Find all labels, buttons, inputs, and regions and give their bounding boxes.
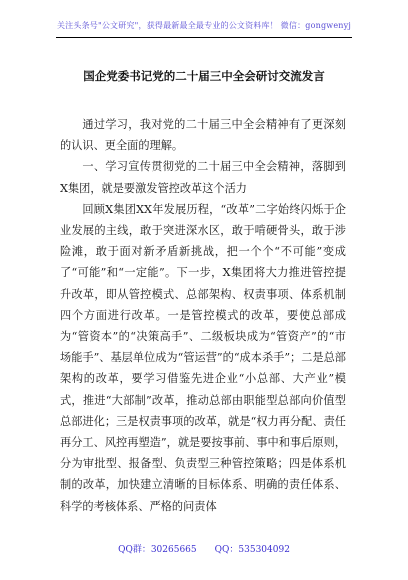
page-footer: QQ群：30265665 QQ：535304092 — [118, 545, 290, 555]
header-divider — [56, 37, 352, 38]
paragraph-section-heading: 一、学习宣传贯彻党的二十届三中全会精神，落脚到X集团，就是要激发管控改革这个活力 — [60, 160, 346, 195]
document-title: 国企党委书记党的二十届三中全会研讨交流发言 — [83, 69, 325, 83]
page-header: 关注头条号"公文研究"，获得最新最全最专业的公文资料库！ 微信：gongwenyj — [56, 21, 352, 30]
paragraph-reform-detail: 回顾X集团XX年发展历程，“改革”二字始终闪烁于企业发展的主线，敢于突进深水区，敢于啃硬骨头，敢于涉险滩，敢于面对新矛盾新挑战，把一个个“不可能”变成了“可能”和“一定能”。下一步，X集团将大力推进管控提升改革，即从管控模式、总部架构、权责事项、体系机制四个方面进行改革。一是管控模式的改革，要使总部成为“管资本”的“决策高手”、二级板块成为“管资产”的“市场能手”、基层单位成为“管运营”的“成本杀手”；二是总部架构的改革，要学习借鉴先进企业“小总部、大产业”模式，推进“大部制”改革，推动总部由职能型总部向价值型总部进化；三是权责事项的改革，就是“权力再分配、责任再分工、风控再塑造”，就是要按事前、事中和事后原则，分为审批型、报备型、负责型三种管控策略；四是体系机制的改革，加快建立清晰的目标体系、明确的责任体系、科学的考核体系、严格的问责体 — [60, 202, 346, 513]
document-body — [60, 114, 346, 517]
paragraph-intro: 通过学习，我对党的二十届三中全会精神有了更深刻的认识、更全面的理解。 — [60, 118, 346, 153]
